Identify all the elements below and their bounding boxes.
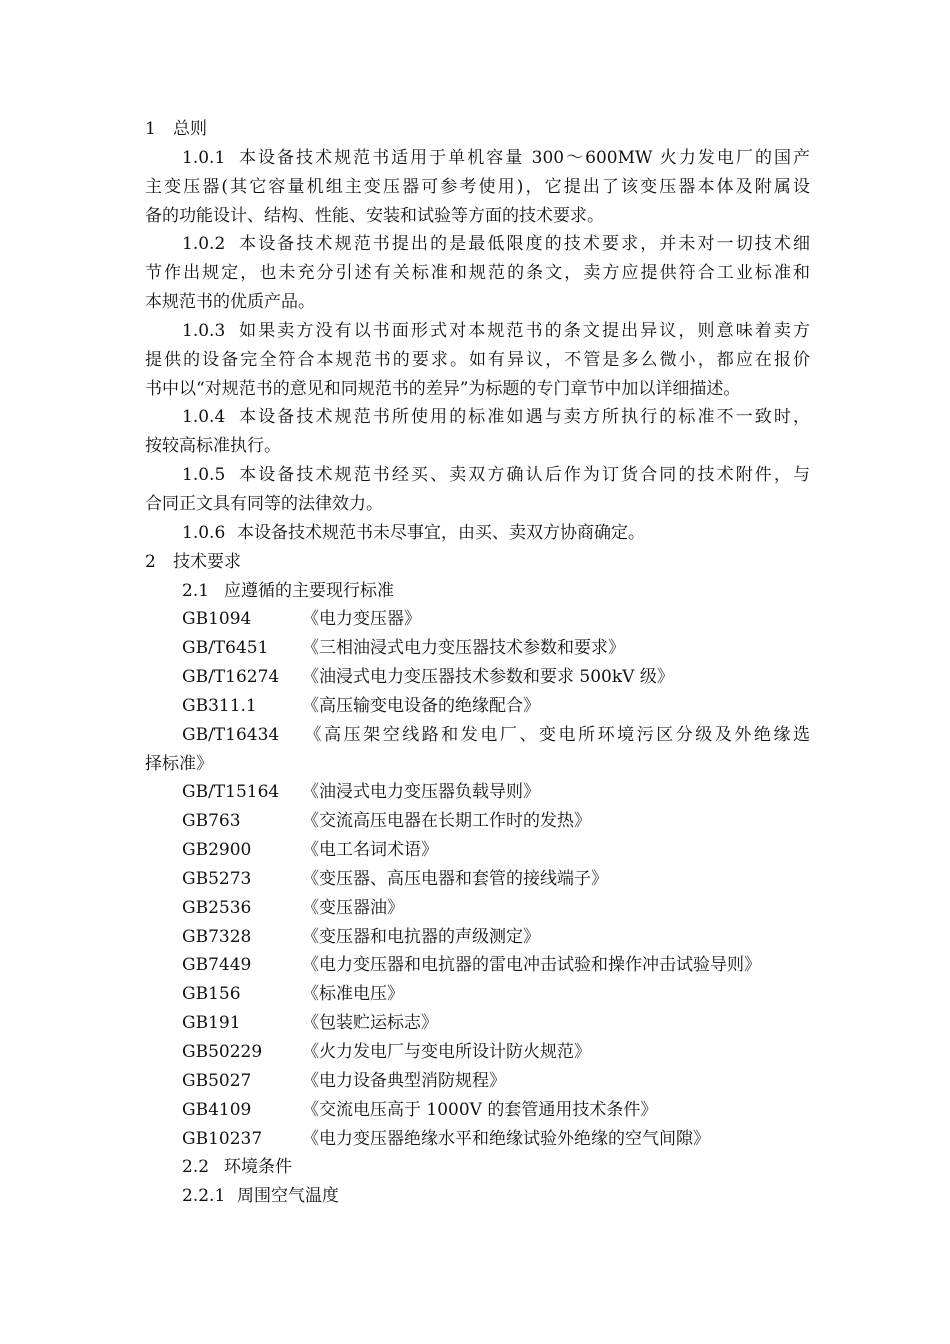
standard-code: GB191 — [182, 1013, 241, 1034]
subsection-2-2-1-heading — [145, 1182, 810, 1211]
clause-1-0-1-line-3: 备的功能设计、结构、性能、安装和试验等方面的技术要求。 — [145, 205, 604, 226]
standard-title: 《三相油浸式电力变压器技术参数和要求》 — [302, 638, 625, 659]
section-2-title: 技术要求 — [173, 551, 241, 572]
subsection-number: 2.2 — [182, 1157, 210, 1178]
standard-row — [145, 778, 810, 807]
clause-1-0-3-line-1 — [145, 317, 810, 346]
standard-row — [145, 807, 810, 836]
clause-text: 本设备技术规范书提出的是最低限度的技术要求，并未对一切技术细 — [237, 234, 810, 255]
standard-title: 《电工名词术语》 — [302, 840, 438, 861]
subsection-2-1-heading — [145, 577, 810, 606]
standards-list — [145, 605, 810, 1153]
standard-title: 《高压输变电设备的绝缘配合》 — [302, 695, 540, 716]
standard-code: GB/T16274 — [182, 667, 280, 688]
standard-title: 《交流电压高于 1000V 的套管通用技术条件》 — [302, 1099, 658, 1120]
standard-title: 《油浸式电力变压器负载导则》 — [302, 782, 540, 803]
standard-code: GB7449 — [182, 955, 252, 976]
subsection-title: 环境条件 — [224, 1157, 292, 1178]
clause-1-0-1-line-2: 主变压器(其它容量机组主变压器可参考使用)，它提出了该变压器本体及附属设 — [145, 176, 810, 197]
standard-row — [145, 836, 810, 865]
standard-code: GB5027 — [182, 1070, 252, 1091]
standard-title: 《火力发电厂与变电所设计防火规范》 — [302, 1042, 591, 1062]
standard-code: GB156 — [182, 984, 241, 1005]
clause-number: 1.0.4 — [182, 407, 226, 428]
standard-code: GB2900 — [182, 840, 252, 861]
standard-code: GB10237 — [182, 1128, 263, 1149]
section-2-number: 2 — [145, 551, 156, 572]
standard-row — [145, 721, 810, 750]
clause-text: 本设备技术规范书经买、卖双方确认后作为订货合同的技术附件，与 — [237, 465, 810, 486]
standard-row — [145, 1067, 810, 1096]
standard-title: 《变压器油》 — [302, 897, 404, 918]
standard-code: GB50229 — [182, 1042, 263, 1062]
standard-code: GB/T6451 — [182, 638, 269, 659]
standard-row — [145, 1125, 810, 1154]
subsection-title: 应遵循的主要现行标准 — [224, 580, 394, 601]
standard-code: GB2536 — [182, 897, 252, 918]
standard-title: 《电力变压器》 — [302, 609, 421, 630]
standard-title: 《高压架空线路和发电厂、变电所环境污区分级及外绝缘选 — [302, 724, 810, 745]
standard-title-continuation: 择标准》 — [145, 753, 213, 774]
clause-1-0-4-line-2: 按较高标准执行。 — [145, 436, 281, 457]
clause-text: 如果卖方没有以书面形式对本规范书的条文提出异议，则意味着卖方 — [237, 320, 810, 341]
clause-1-0-6-line-1 — [145, 519, 810, 548]
standard-row — [145, 1038, 810, 1067]
clause-number: 1.0.6 — [182, 522, 226, 543]
clause-1-0-5-line-1 — [145, 461, 810, 490]
standard-code: GB/T15164 — [182, 782, 280, 803]
standard-row — [145, 1096, 810, 1125]
clause-number: 1.0.2 — [182, 234, 226, 255]
standard-row — [145, 951, 810, 980]
clause-number: 1.0.3 — [182, 320, 226, 341]
subsection-number: 2.2.1 — [182, 1186, 226, 1207]
standard-row — [145, 663, 810, 692]
section-2-heading — [145, 548, 810, 577]
standard-row — [145, 634, 810, 663]
clause-text: 本设备技术规范书未尽事宜，由买、卖双方协商确定。 — [237, 522, 645, 543]
clause-1-0-3-line-2: 提供的设备完全符合本规范书的要求。如有异议，不管是多么微小，都应在报价 — [145, 349, 810, 370]
section-1-title: 总则 — [173, 119, 207, 139]
section-1-heading — [145, 115, 810, 144]
subsection-2-2-heading — [145, 1153, 810, 1182]
standard-title: 《电力设备典型消防规程》 — [302, 1070, 506, 1091]
standard-title: 《变压器和电抗器的声级测定》 — [302, 926, 540, 947]
standard-title: 《包装贮运标志》 — [302, 1013, 438, 1034]
standard-title: 《交流高压电器在长期工作时的发热》 — [302, 811, 591, 832]
standard-code: GB763 — [182, 811, 241, 832]
clause-1-0-1-line-1 — [145, 144, 810, 173]
standard-code: GB311.1 — [182, 695, 257, 716]
clause-text: 本设备技术规范书所使用的标准如遇与卖方所执行的标准不一致时， — [237, 407, 810, 428]
standard-code: GB1094 — [182, 609, 252, 630]
standard-row — [145, 1009, 810, 1038]
standard-row — [145, 980, 810, 1009]
standard-title: 《油浸式电力变压器技术参数和要求 500kV 级》 — [302, 667, 674, 688]
document-page — [145, 115, 810, 1211]
standard-code: GB/T16434 — [182, 724, 280, 745]
standard-code: GB5273 — [182, 868, 252, 889]
standard-title: 《标准电压》 — [302, 984, 404, 1005]
clause-1-0-3-line-3: 书中以“对规范书的意见和同规范书的差异”为标题的专门章节中加以详细描述。 — [145, 378, 741, 399]
standard-row — [145, 865, 810, 894]
clause-number: 1.0.1 — [182, 147, 226, 168]
standard-title: 《电力变压器绝缘水平和绝缘试验外绝缘的空气间隙》 — [302, 1128, 710, 1149]
clause-1-0-2-line-2: 节作出规定，也未充分引述有关标准和规范的条文，卖方应提供符合工业标准和 — [145, 263, 810, 284]
standard-row — [145, 923, 810, 952]
standard-code: GB7328 — [182, 926, 252, 947]
standard-title: 《变压器、高压电器和套管的接线端子》 — [302, 868, 608, 889]
standard-row — [145, 894, 810, 923]
standard-code: GB4109 — [182, 1099, 252, 1120]
subsection-title: 周围空气温度 — [237, 1186, 339, 1207]
clause-text: 本设备技术规范书适用于单机容量 300～600MW 火力发电厂的国产 — [237, 147, 810, 168]
clause-1-0-5-line-2: 合同正文具有同等的法律效力。 — [145, 493, 383, 514]
standard-row — [145, 605, 810, 634]
clause-number: 1.0.5 — [182, 465, 226, 486]
standard-row — [145, 692, 810, 721]
standard-title: 《电力变压器和电抗器的雷电冲击试验和操作冲击试验导则》 — [302, 955, 761, 976]
clause-1-0-4-line-1 — [145, 403, 810, 432]
clause-1-0-2-line-3: 本规范书的优质产品。 — [145, 292, 315, 313]
section-1-number: 1 — [145, 119, 156, 139]
subsection-number: 2.1 — [182, 580, 210, 601]
clause-1-0-2-line-1 — [145, 230, 810, 259]
